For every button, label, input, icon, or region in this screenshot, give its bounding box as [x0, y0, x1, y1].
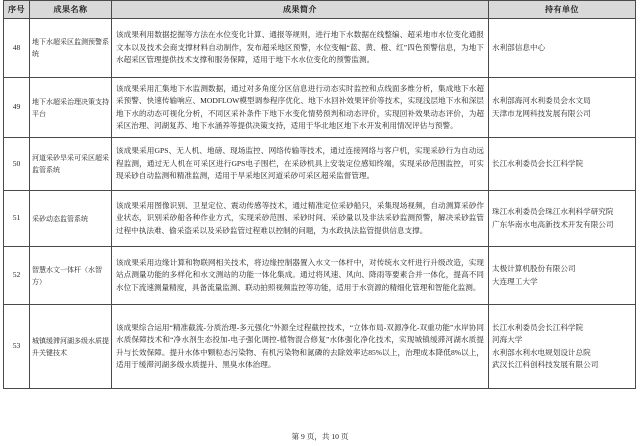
header-number: 序号: [4, 1, 30, 19]
achievement-summary-text: 该成果采用汇集地下水监测数据，通过对多角度分区信息进行动态实时监控和点线面多维分析，集成地下水超采预警、快速传输响应、MODFLOW模型调参程序优化、地下水回补效果评价等技术，实现浅层地下水和深层地下水的动态可视化分析，不同区采补条件下地下水变化情势预判和动态评价，实现回补效果动态评价，为超采区治理、河湖复苏、地下水涵养等提供决策支持，适用于华北地区地下水开发利用情况评估与预警。: [116, 83, 484, 130]
achievements-table: [3, 0, 636, 389]
table-row: [4, 247, 636, 305]
holding-unit: 长江水利委员会长江科学院: [492, 158, 584, 168]
achievement-summary: [112, 191, 489, 247]
achievement-name: [30, 138, 112, 191]
holding-units: [489, 138, 636, 191]
header-summary: 成果简介: [112, 1, 489, 19]
achievement-name: [30, 247, 112, 305]
achievement-summary: [112, 78, 489, 138]
holding-unit: 河海大学: [492, 335, 523, 345]
achievement-name-text: 智慧水文一体杆（水智方）: [32, 265, 102, 286]
row-number: 53: [4, 305, 30, 389]
achievement-name-text: 河道采砂旱采可采区超采监管系统: [32, 154, 109, 174]
row-number: 51: [4, 191, 30, 247]
achievement-summary-text: 该成果采用边缘计算和物联网相关技术，将边缘控制器置入水文一体杆中，对传统水文杆进行升级改造，实现站点测量功能的多样化和水文测站的功能一体化集成。通过将风速、风向、降雨等要素合并一体化，提高不同水位下流速测量精度，具备流量监测、联动拍照视频监控等功能，适用于水资源的精细化管理和智能化监测。: [116, 257, 484, 292]
holding-unit: 长江水利委员会长江科学院: [492, 322, 584, 332]
page-footer: 第 9 页，共 10 页: [291, 432, 349, 441]
achievement-summary-text: 该成果利用数据挖掘等方法在水位变化计算、通报等规则，进行地下水数据在线整编、超采地市水位变化通报文本以及技术会商支撑材料自动制作，发布超采地区预警，水位变幅“蓝、黄、橙、红”四色预警信息，为地下水超采区管理提供技术支撑和服务保障，适用于地下水水位变化的预警监测。: [116, 30, 484, 65]
achievement-summary: [112, 305, 489, 389]
table-row: [4, 305, 636, 389]
achievement-summary-text: 该成果采用GPS、无人机、地磅、现场监控、网络传输等技术，通过连接网络与客户机，实现采砂行为自动远程监测，通过无人机在可采区进行GPS电子围栏，在采砂机具上安装定位感知终端，实现采砂范围监控，可实现采砂自动监测和精准监测，适用于旱采地区河道采砂可采区超采监督管理。: [116, 146, 484, 181]
achievement-name-text: 地下水超采区监测预警系统: [32, 38, 109, 58]
achievement-summary: [112, 19, 489, 78]
holding-unit: 水利部水利水电规划设计总院: [492, 347, 591, 357]
table-row: [4, 138, 636, 191]
holding-units: [489, 19, 636, 78]
holding-unit: 大连理工大学: [492, 276, 538, 286]
achievement-summary: [112, 138, 489, 191]
header-name: 成果名称: [30, 1, 112, 19]
holding-unit: 水利部海河水利委员会水文局: [492, 96, 591, 106]
table-row: [4, 19, 636, 78]
achievement-name: [30, 19, 112, 78]
achievement-name: [30, 305, 112, 389]
achievement-summary-text: 该成果综合运用“精准截流-分质治理-多元强化”外源全过程截控技术，“立体布局-双源净化-双重功能”水岸协同水质保障技术和“净水剂生态投加-电子强化调控-植物混合修复”水体强化净化技术，实现城镇缓滞河湖水质提升与长效保障。提升水体中颗粒态污染物、有机污染物和氮磷的去除效率达85%以上，治理成本降低8%以上，适用于缓滞河湖多级水质提升、黑臭水体治理。: [116, 322, 484, 369]
achievement-summary: [112, 247, 489, 305]
table-header: [4, 1, 636, 19]
achievement-name-text: 城镇缓滞河湖多级水质提升关键技术: [32, 336, 109, 357]
table-body: [4, 19, 636, 389]
holding-units: [489, 305, 636, 389]
holding-unit: 天津市龙网科技发展有限公司: [492, 108, 591, 118]
row-number: 52: [4, 247, 30, 305]
achievement-name-text: 地下水超采治理决策支持平台: [32, 97, 109, 118]
row-number: 48: [4, 19, 30, 78]
holding-unit: 武汉长江科创科技发展有限公司: [492, 359, 599, 369]
holding-unit: 广东华南水电高新技术开发有限公司: [492, 219, 614, 229]
header-holder: 持有单位: [489, 1, 636, 19]
achievement-name-text: 采砂动态监管系统: [32, 214, 88, 223]
holding-units: [489, 247, 636, 305]
table-row: [4, 78, 636, 138]
table-row: [4, 191, 636, 247]
row-number: 50: [4, 138, 30, 191]
holding-unit: 珠江水利委员会珠江水利科学研究院: [492, 207, 614, 217]
achievement-name: [30, 78, 112, 138]
holding-unit: 水利部信息中心: [492, 42, 546, 52]
table-header-row: [4, 1, 636, 19]
row-number: 49: [4, 78, 30, 138]
achievement-name: [30, 191, 112, 247]
holding-unit: 太极计算机股份有限公司: [492, 264, 576, 274]
achievement-summary-text: 该成果采用图像识别、卫星定位、震动传感等技术，通过精准定位采砂船只，采集现场视频，自动测算采砂作业状态，识别采砂船各种作业方式，实现采砂范围、采砂时间、采砂量以及非法采砂监测预警，解决采砂监管过程中执法难、偷采盗采以及采砂监管过程难以控制的问题，为水政执法监管提供信息支撑。: [116, 200, 484, 235]
holding-units: [489, 78, 636, 138]
holding-units: [489, 191, 636, 247]
